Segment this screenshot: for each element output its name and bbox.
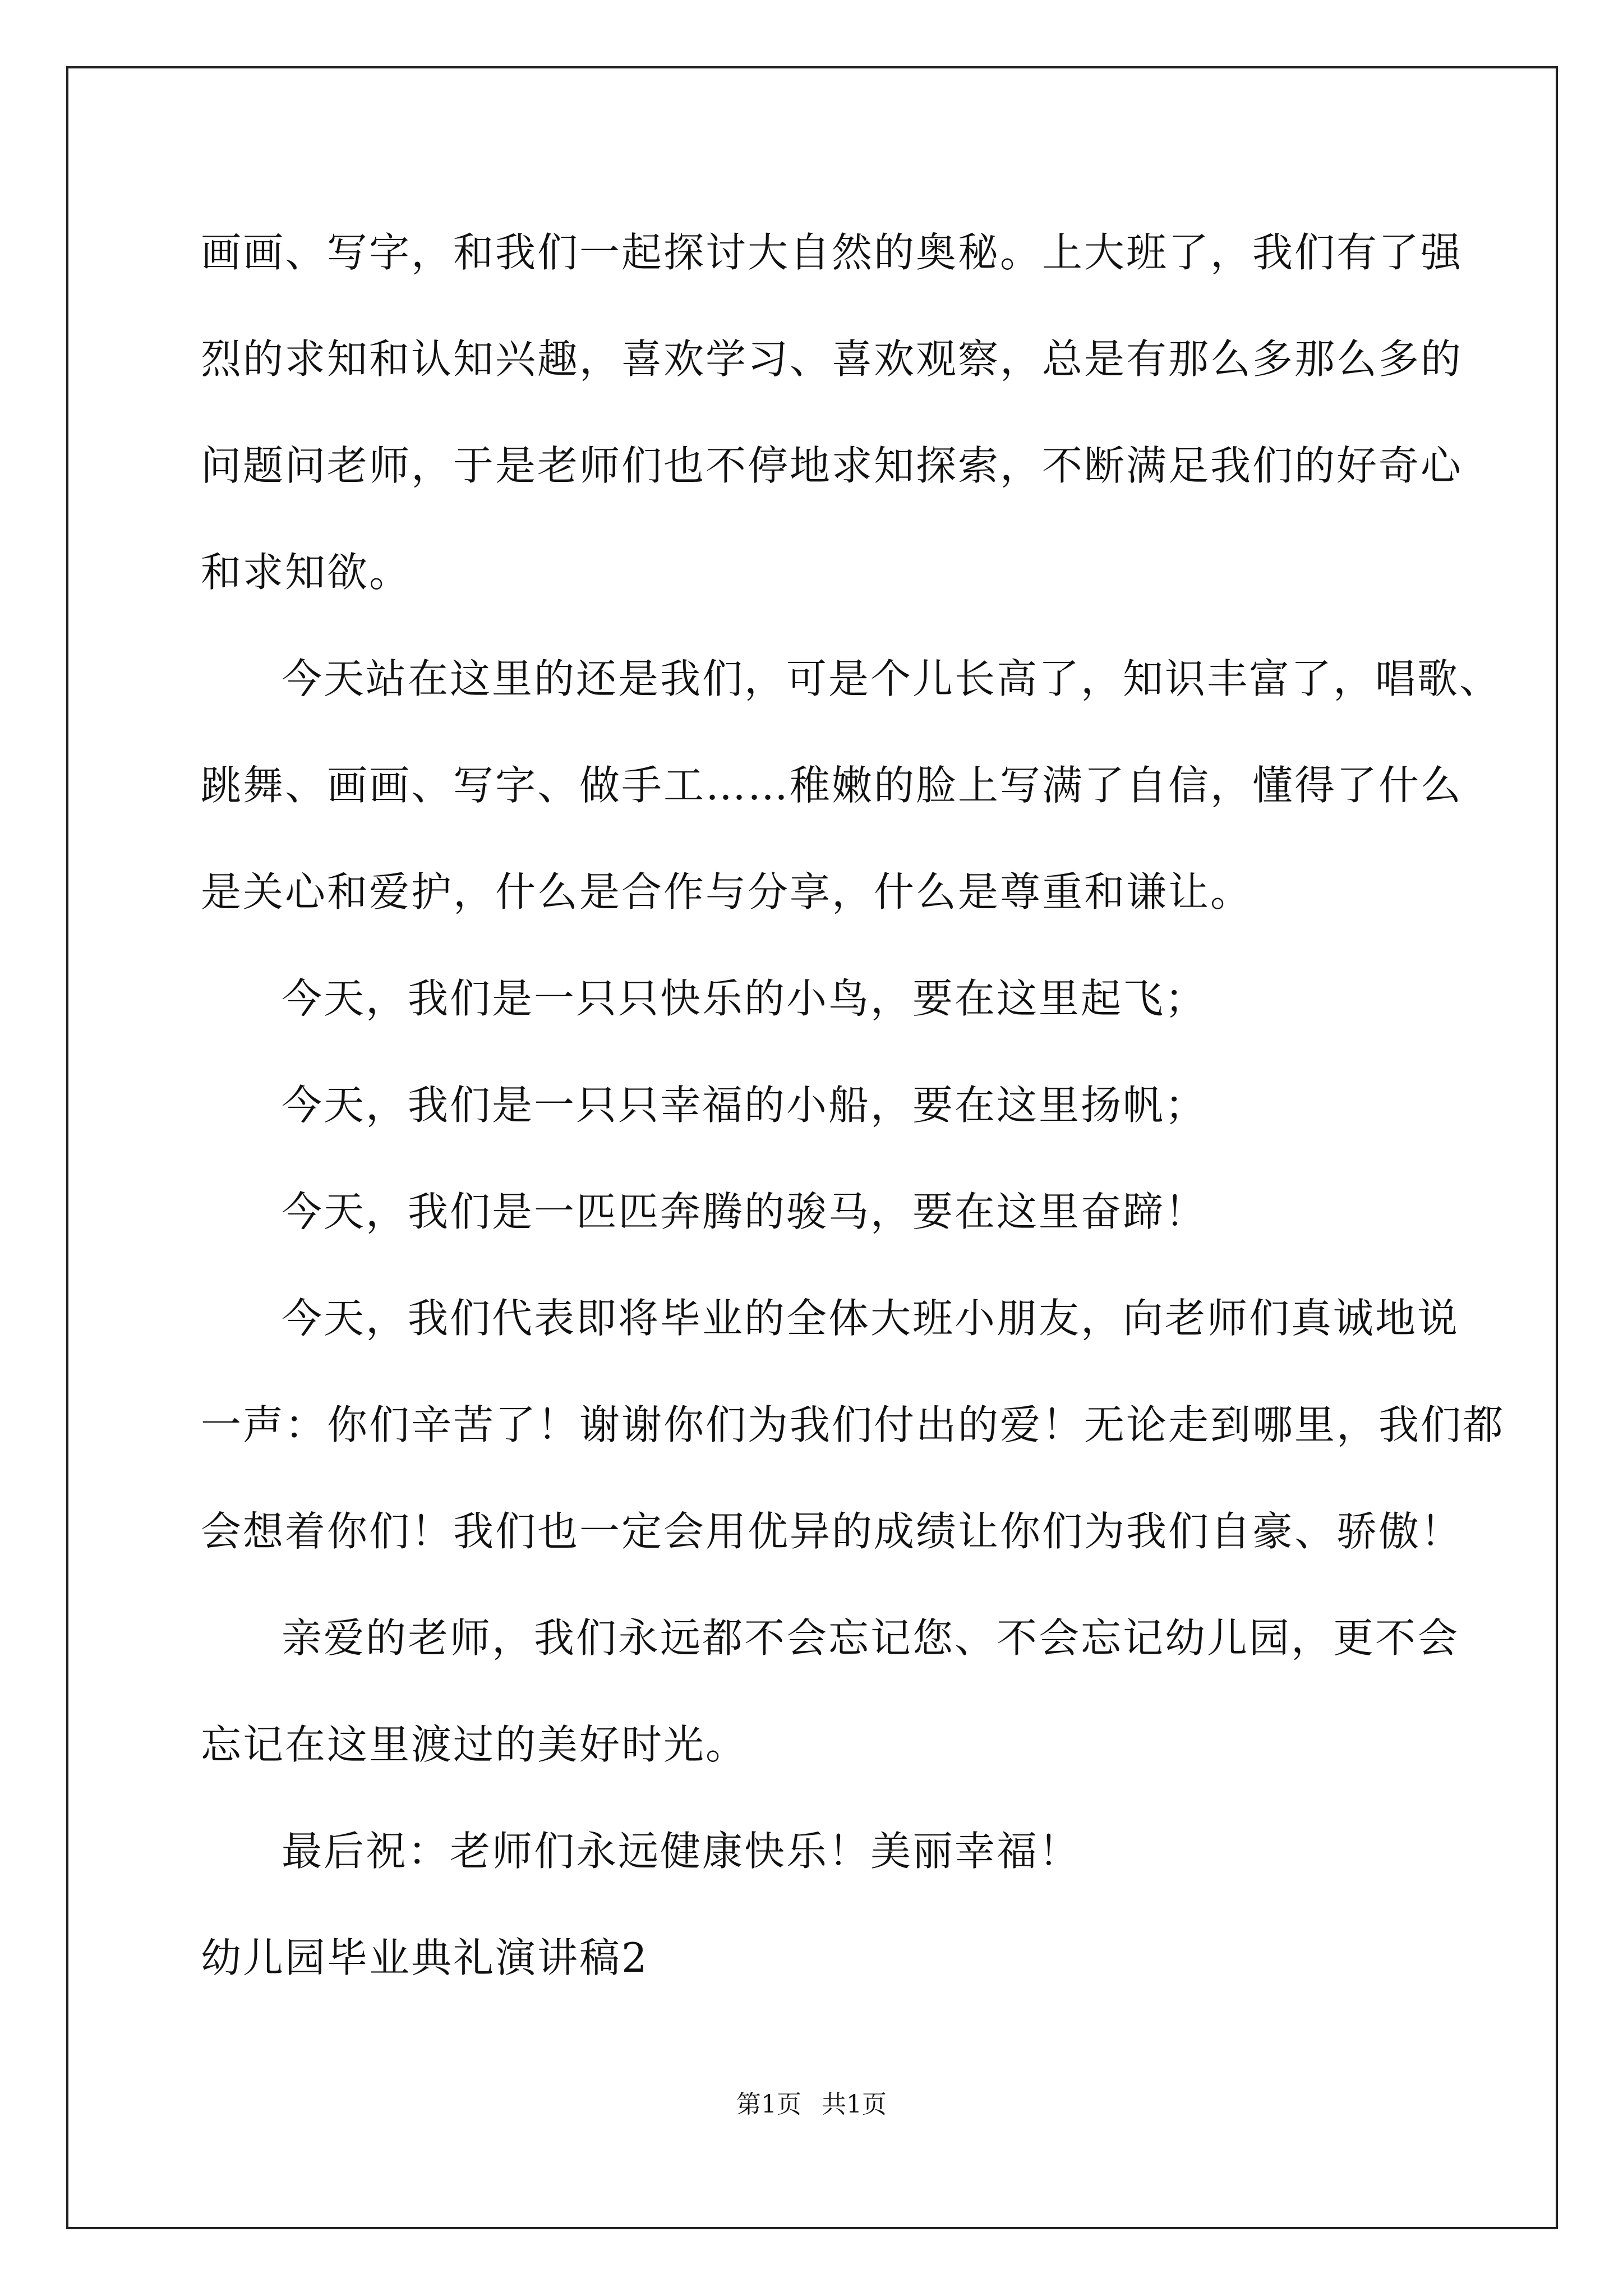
text-line: 画画、写字，和我们一起探讨大自然的奥秘。上大班了，我们有了强 [201, 229, 1463, 276]
text-line: 会想着你们！我们也一定会用优异的成绩让你们为我们自豪、骄傲！ [201, 1508, 1463, 1555]
paragraph-start-line: 今天，我们是一只只幸福的小船，要在这里扬帆； [282, 1082, 1207, 1129]
paragraph-start-line: 最后祝：老师们永远健康快乐！美丽幸福！ [282, 1828, 1081, 1875]
text-line: 忘记在这里渡过的美好时光。 [201, 1721, 748, 1768]
text-line: 问题问老师，于是老师们也不停地求知探索，不断满足我们的好奇心 [201, 442, 1463, 489]
paragraph-start-line: 今天站在这里的还是我们，可是个儿长高了，知识丰富了，唱歌、 [282, 655, 1502, 702]
text-line: 是关心和爱护，什么是合作与分享，什么是尊重和谦让。 [201, 868, 1253, 915]
section-heading: 幼儿园毕业典礼演讲稿2 [201, 1934, 649, 1981]
paragraph-start-line: 今天，我们是一匹匹奔腾的骏马，要在这里奋蹄！ [282, 1188, 1207, 1235]
text-line: 一声：你们辛苦了！谢谢你们为我们付出的爱！无论走到哪里，我们都 [201, 1401, 1505, 1448]
text-line: 烈的求知和认知兴趣，喜欢学习、喜欢观察，总是有那么多那么多的 [201, 335, 1463, 383]
text-line: 跳舞、画画、写字、做手工……稚嫩的脸上写满了自信，懂得了什么 [201, 762, 1463, 809]
page-footer [0, 2088, 1623, 2122]
paragraph-start-line: 亲爱的老师，我们永远都不会忘记您、不会忘记幼儿园，更不会 [282, 1614, 1460, 1662]
page-number: 第1页 [736, 2090, 801, 2119]
page-total: 共1页 [822, 2090, 887, 2119]
paragraph-start-line: 今天，我们是一只只快乐的小鸟，要在这里起飞； [282, 975, 1207, 1022]
text-line: 和求知欲。 [201, 549, 412, 596]
paragraph-start-line: 今天，我们代表即将毕业的全体大班小朋友，向老师们真诚地说 [282, 1295, 1460, 1342]
